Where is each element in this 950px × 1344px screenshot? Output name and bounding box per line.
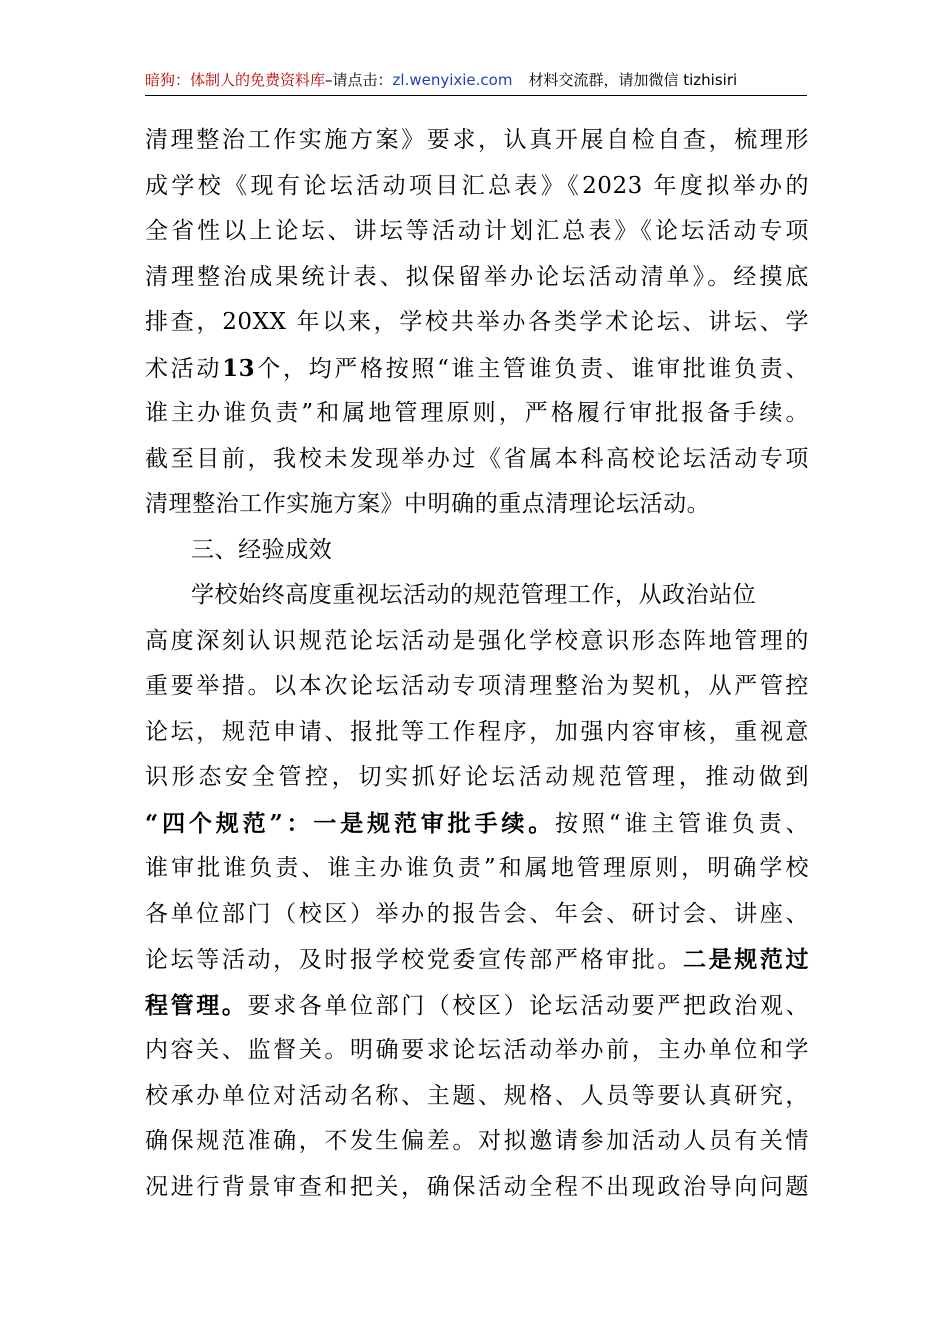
text-run: 论坛等活动，及时报学校党委宣传部严格审批。: [145, 947, 683, 973]
bold-phrase: “四个规范”：一是规范审批手续。: [145, 809, 556, 837]
header-prompt: –请点击：: [325, 71, 393, 89]
text-line: 内容关、监督关。明确要求论坛活动举办前，主办单位和学: [145, 1037, 809, 1063]
header-url-link[interactable]: zl.wenyixie.com: [392, 71, 513, 89]
text-run: 要求各单位部门（校区）论坛活动要严把政治观、: [247, 992, 810, 1019]
text-line: 论坛，规范申请、报批等工作程序，加强内容审核，重视意: [145, 718, 809, 745]
text-line: 校承办单位对活动名称、主题、规格、人员等要认真研究，: [145, 1082, 809, 1109]
text-line: 排查，20XX 年以来，学校共举办各类学术论坛、讲坛、学: [145, 309, 809, 335]
text-line: [145, 346, 809, 392]
text-line: 截至目前，我校未发现举办过《省属本科高校论坛活动专项: [145, 445, 809, 472]
section-heading: 三、经验成效: [191, 536, 333, 563]
bold-phrase: 二是规范过: [682, 946, 809, 973]
text-line: 重要举措。以本次论坛活动专项清理整治为契机，从严管控: [145, 673, 809, 699]
header-contact: 材料交流群，请加微信 tizhisiri: [528, 71, 738, 89]
text-line: 清理整治工作实施方案》中明确的重点清理论坛活动。: [145, 491, 711, 517]
text-line: 谁审批谁负责、谁主办谁负责”和属地管理原则，明确学校: [145, 855, 809, 881]
text-line: 识形态安全管控，切实抓好论坛活动规范管理，推动做到: [145, 764, 809, 790]
text-run: 按照“谁主管谁负责、: [555, 810, 809, 837]
bold-phrase: 程管理。: [145, 991, 248, 1019]
text-line: 各单位部门（校区）举办的报告会、年会、研讨会、讲座、: [145, 900, 809, 927]
header-brand: 暗狗：体制人的免费资料库: [145, 71, 326, 89]
text-line: 谁主办谁负责”和属地管理原则，严格履行审批报备手续。: [145, 400, 809, 426]
text-line: 成学校《现有论坛活动项目汇总表》《2023 年度拟举办的: [145, 172, 809, 199]
text-line: 全省性以上论坛、讲坛等活动计划汇总表》《论坛活动专项: [145, 218, 809, 244]
activity-count: 13: [222, 354, 256, 382]
text-line: 高度深刻认识规范论坛活动是强化学校意识形态阵地管理的: [145, 627, 809, 654]
text-line: 学校始终高度重视坛活动的规范管理工作，从政治站位: [191, 582, 757, 608]
text-run: 个，均严格按照“谁主管谁负责、谁审批谁负责、: [255, 355, 809, 382]
text-line: [145, 937, 809, 983]
text-line: [145, 983, 809, 1029]
text-line: 确保规范准确，不发生偏差。对拟邀请参加活动人员有关情: [145, 1128, 809, 1154]
text-line: 况进行背景审查和把关，确保活动全程不出现政治导向问题: [145, 1173, 809, 1200]
document-body: [145, 118, 809, 1210]
text-line: 清理整治成果统计表、拟保留举办论坛活动清单》。经摸底: [145, 263, 809, 290]
text-line: 清理整治工作实施方案》要求，认真开展自检自查，梳理形: [145, 127, 809, 153]
text-line: [145, 801, 809, 847]
page-header: [145, 70, 807, 96]
text-run: 术活动: [145, 355, 223, 382]
